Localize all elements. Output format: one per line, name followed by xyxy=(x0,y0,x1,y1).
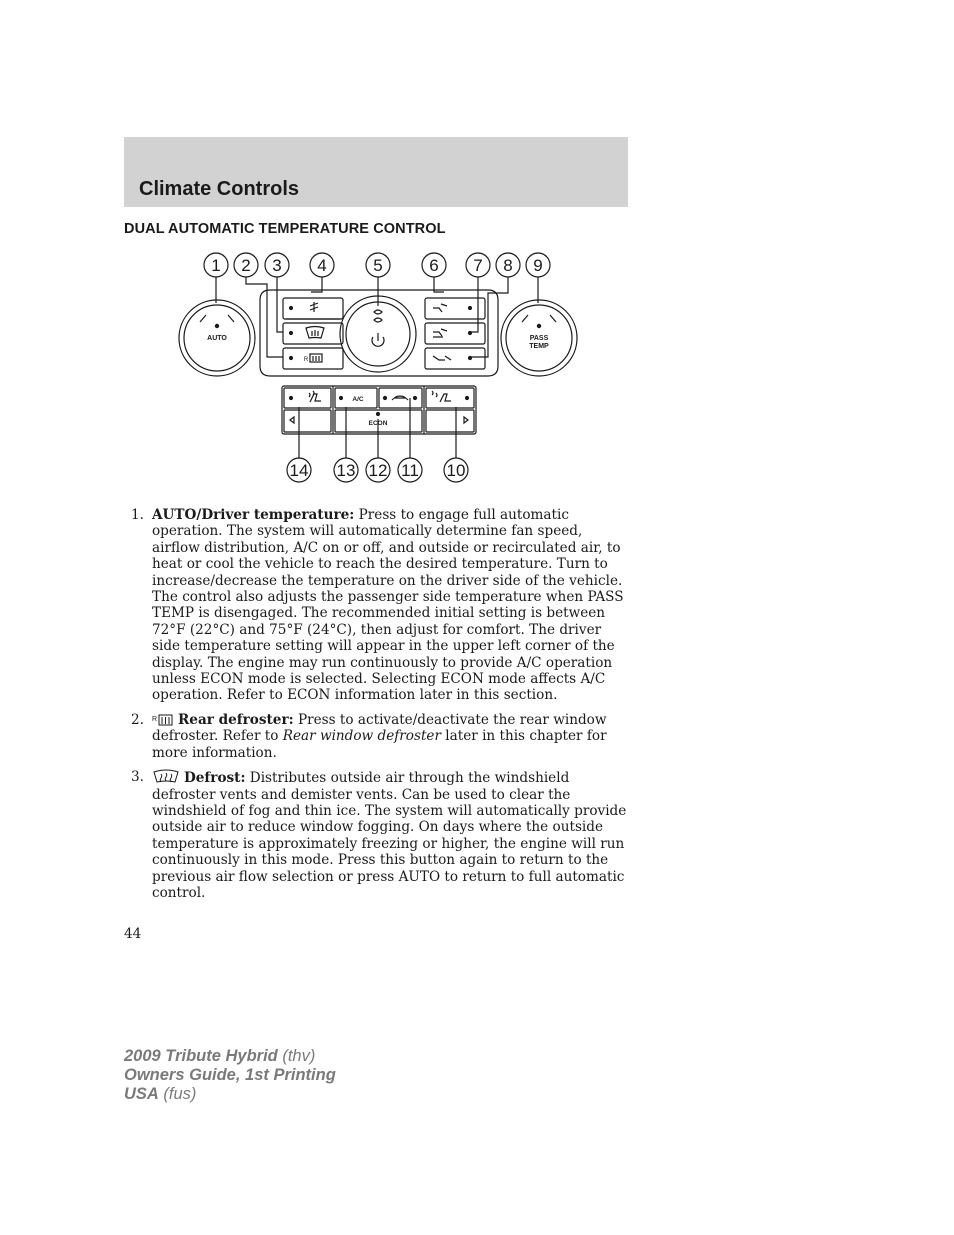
footer-printing: Owners Guide, 1st Printing xyxy=(124,1066,336,1084)
climate-control-diagram xyxy=(170,248,590,488)
pass-label: PASS xyxy=(529,335,549,342)
recirculation-button[interactable] xyxy=(379,388,422,408)
button-panel-floor-defrost[interactable] xyxy=(283,298,343,319)
section-title: Climate Controls xyxy=(139,178,300,200)
item-number: 1. xyxy=(131,507,144,523)
callout-label-11: 11 xyxy=(401,461,419,480)
callout-label-3: 3 xyxy=(272,256,282,275)
item-term: AUTO/Driver temperature: xyxy=(152,507,355,523)
auto-label: AUTO xyxy=(207,335,227,342)
item-term: Rear defroster: xyxy=(178,711,294,728)
item-term: Defrost: xyxy=(184,770,246,787)
windshield-defrost-icon xyxy=(152,769,180,784)
callout-label-1: 1 xyxy=(211,256,221,275)
callout-label-13: 13 xyxy=(336,461,356,480)
control-bezel xyxy=(260,290,498,376)
panel-vent-button[interactable] xyxy=(425,298,485,319)
bi-level-button[interactable] xyxy=(425,323,485,344)
callout-label-7: 7 xyxy=(473,256,483,275)
driver-heated-seat-button[interactable] xyxy=(284,388,331,432)
rear-defrost-letter: R xyxy=(303,357,309,363)
footer-market-code: (fus) xyxy=(158,1085,197,1103)
callout-label-9: 9 xyxy=(533,256,543,275)
item-number: 2. xyxy=(131,711,144,728)
footer-title: 2009 Tribute Hybrid xyxy=(124,1047,278,1065)
page-number: 44 xyxy=(124,926,142,942)
callout-label-12: 12 xyxy=(368,461,388,480)
callout-label-2: 2 xyxy=(241,256,251,275)
econ-label: ECON xyxy=(368,420,388,427)
svg-text:R: R xyxy=(152,715,158,723)
passenger-heated-seat-button[interactable] xyxy=(426,388,474,432)
item-reference: Rear window defroster xyxy=(282,728,441,745)
temp-label: TEMP xyxy=(529,343,549,350)
fan-power-knob[interactable] xyxy=(340,296,416,372)
item-text: later in this chapter for more information. xyxy=(152,728,607,761)
item-text: Press to activate/deactivate the rear window defroster. Refer to xyxy=(152,711,607,745)
callout-label-5: 5 xyxy=(373,256,383,275)
item-text: Press to engage full automatic operation. The system will automatically determine fan speed, airflow distribution, A/C on or off, and outside or recirculated air, to heat or cool the vehicle to reach the desired temperature. Turn to increase/decrease the temperature on the driver side of the vehicle. The control also adjusts the passenger side temperature when PASS TEMP is disengaged. The recommended initial setting is between 72°F (22°C) and 75°F (24°C), then adjust for comfort. The driver side temperature setting will appear in the upper left corner of the display. The engine may run continuously to provide A/C operation unless ECON mode is selected. Selecting ECON mode affects A/C operation. Refer to ECON information later in this section. xyxy=(152,507,624,704)
callout-label-6: 6 xyxy=(429,256,439,275)
item-list xyxy=(124,507,630,909)
rear-defroster-icon xyxy=(152,712,174,726)
list-item xyxy=(124,769,630,901)
subsection-title: DUAL AUTOMATIC TEMPERATURE CONTROL xyxy=(124,221,446,237)
callout-label-10: 10 xyxy=(446,461,466,480)
ac-label: A/C xyxy=(352,396,364,403)
item-text: Distributes outside air through the windshield defroster vents and demister vents. Can be used to clear the windshield of fog and thin ice. The system will automatically provide outside air to reduce window fogging. On days where the outside temperature is approximately freezing or higher, the engine will run continuously in this mode. Press this button again to return to the previous air flow selection or press AUTO to return to full automatic control. xyxy=(152,770,627,901)
list-item xyxy=(124,507,630,704)
footer-code: (thv) xyxy=(277,1047,316,1065)
floor-button[interactable] xyxy=(425,348,485,369)
list-item xyxy=(124,712,630,761)
defrost-button[interactable] xyxy=(283,323,343,344)
document-footer xyxy=(124,1047,336,1104)
callout-label-14: 14 xyxy=(289,461,309,480)
callout-label-8: 8 xyxy=(503,256,513,275)
footer-market: USA xyxy=(124,1085,159,1103)
item-number: 3. xyxy=(131,769,144,786)
rear-defroster-button[interactable] xyxy=(283,348,343,369)
callout-label-4: 4 xyxy=(317,256,327,275)
